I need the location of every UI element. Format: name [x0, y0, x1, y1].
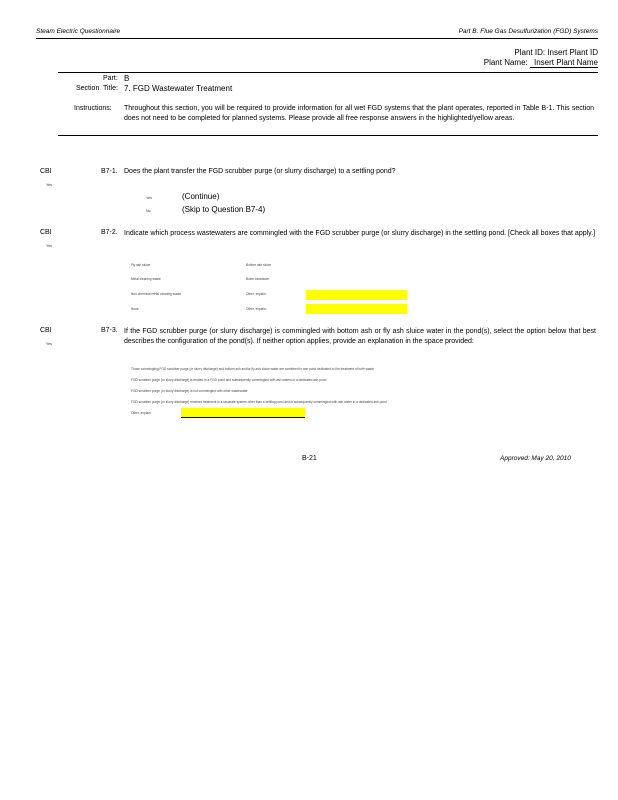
q2-left-option[interactable]: Non-chemical metal cleaning waste: [131, 292, 182, 296]
q2-other-explain-field-2[interactable]: [306, 304, 407, 314]
section-label: Section: [76, 85, 100, 92]
q3-number: B7-3.: [101, 327, 118, 334]
plant-id-row: [514, 48, 598, 57]
q2-other-explain-field-1[interactable]: [306, 290, 407, 300]
q3-sub: Yes: [46, 342, 52, 346]
plant-name-row: [484, 58, 598, 68]
instructions-label: Instructions:: [74, 105, 112, 112]
part-value: B: [124, 74, 130, 83]
section-title: 7. FGD Wastewater Treatment: [124, 84, 233, 93]
q2-text: Indicate which process wastewaters are commingled with the FGD scrubber purge (or slurry discharge) in the settling pond. [Check all boxes that apply.]: [124, 230, 596, 237]
part-label: Part:: [103, 75, 118, 82]
section-box: [58, 72, 598, 136]
q1-option-no-label: (Skip to Question B7-4): [182, 205, 266, 214]
q1-option-no-marker[interactable]: No: [146, 209, 151, 213]
q3-option[interactable]: FGD scrubber purge (or slurry discharge) is not commingled with other wastewater: [131, 389, 248, 393]
q1-sub: Yes: [46, 183, 52, 187]
q3-code: CBI: [40, 327, 52, 334]
plant-id-field[interactable]: Insert Plant ID: [547, 48, 598, 57]
plant-id-label: Plant ID:: [514, 48, 546, 57]
q2-left-option[interactable]: Metal cleaning waste: [131, 277, 161, 281]
plant-name-label: Plant Name:: [483, 58, 528, 67]
q1-number: B7-1.: [101, 168, 118, 175]
q2-left-option[interactable]: None: [131, 307, 139, 311]
q1-option-yes-marker[interactable]: Yes: [146, 196, 152, 200]
q3-option[interactable]: FGD scrubber purge (or slurry discharge) receives treatment in a separate system other than a settling pond and is subsequently commingled with ash water in a dedicated ash pond: [131, 400, 387, 404]
header-rule: [36, 38, 598, 39]
page-number: B-21: [302, 455, 317, 462]
header-right: Part B. Flue Gas Desulfurization (FGD) Systems: [458, 28, 598, 35]
q2-number: B7-2.: [101, 229, 118, 236]
q1-option-yes-label: (Continue): [182, 192, 220, 201]
q2-right-option[interactable]: Bottom ash sluice: [246, 263, 272, 267]
plant-name-field[interactable]: Insert Plant Name: [530, 58, 598, 68]
q2-code: CBI: [40, 229, 52, 236]
q1-code: CBI: [40, 168, 52, 175]
title-label: Title:: [103, 85, 118, 92]
q3-option[interactable]: Those commingling FGD scrubber purge (or slurry discharge) and bottom ash and/or fly ash sluice water are combined in one pond dedicated to the treatment of both waste: [131, 367, 374, 371]
q2-right-option[interactable]: Other, explain:: [246, 292, 267, 296]
q2-right-option[interactable]: Boiler blowdown: [246, 277, 270, 281]
q3-other-explain-field[interactable]: [181, 408, 305, 418]
q3-option[interactable]: FGD scrubber purge (or slurry discharge) is treated in a FGD pond and subsequently commingled with ash waters in a dedicated ash pond: [131, 378, 327, 382]
q3-text: If the FGD scrubber purge (or slurry discharge) is commingled with bottom ash or fly ash sluice water in the pond(s), select the option below that best describes the configuration of the pond(s). If neither option applies, provide an explanation in the space provided:: [124, 328, 596, 345]
q3-option[interactable]: Other, explain:: [131, 411, 152, 415]
instructions-text: Throughout this section, you will be required to provide information for all wet FGD systems that the plant operates, reported in Table B-1. This section does not need to be completed for planned systems. Please provide all free response answers in the highlighted/yellow areas.: [124, 105, 594, 122]
approved-date: Approved: May 20, 2010: [500, 455, 571, 462]
q1-text: Does the plant transfer the FGD scrubber purge (or slurry discharge) to a settling pond?: [124, 168, 396, 175]
q2-sub: Yes: [46, 244, 52, 248]
header-left: Steam Electric Questionnaire: [36, 28, 121, 35]
q2-left-option[interactable]: Fly ash sluice: [131, 263, 151, 267]
q2-right-option[interactable]: Other, explain:: [246, 307, 267, 311]
